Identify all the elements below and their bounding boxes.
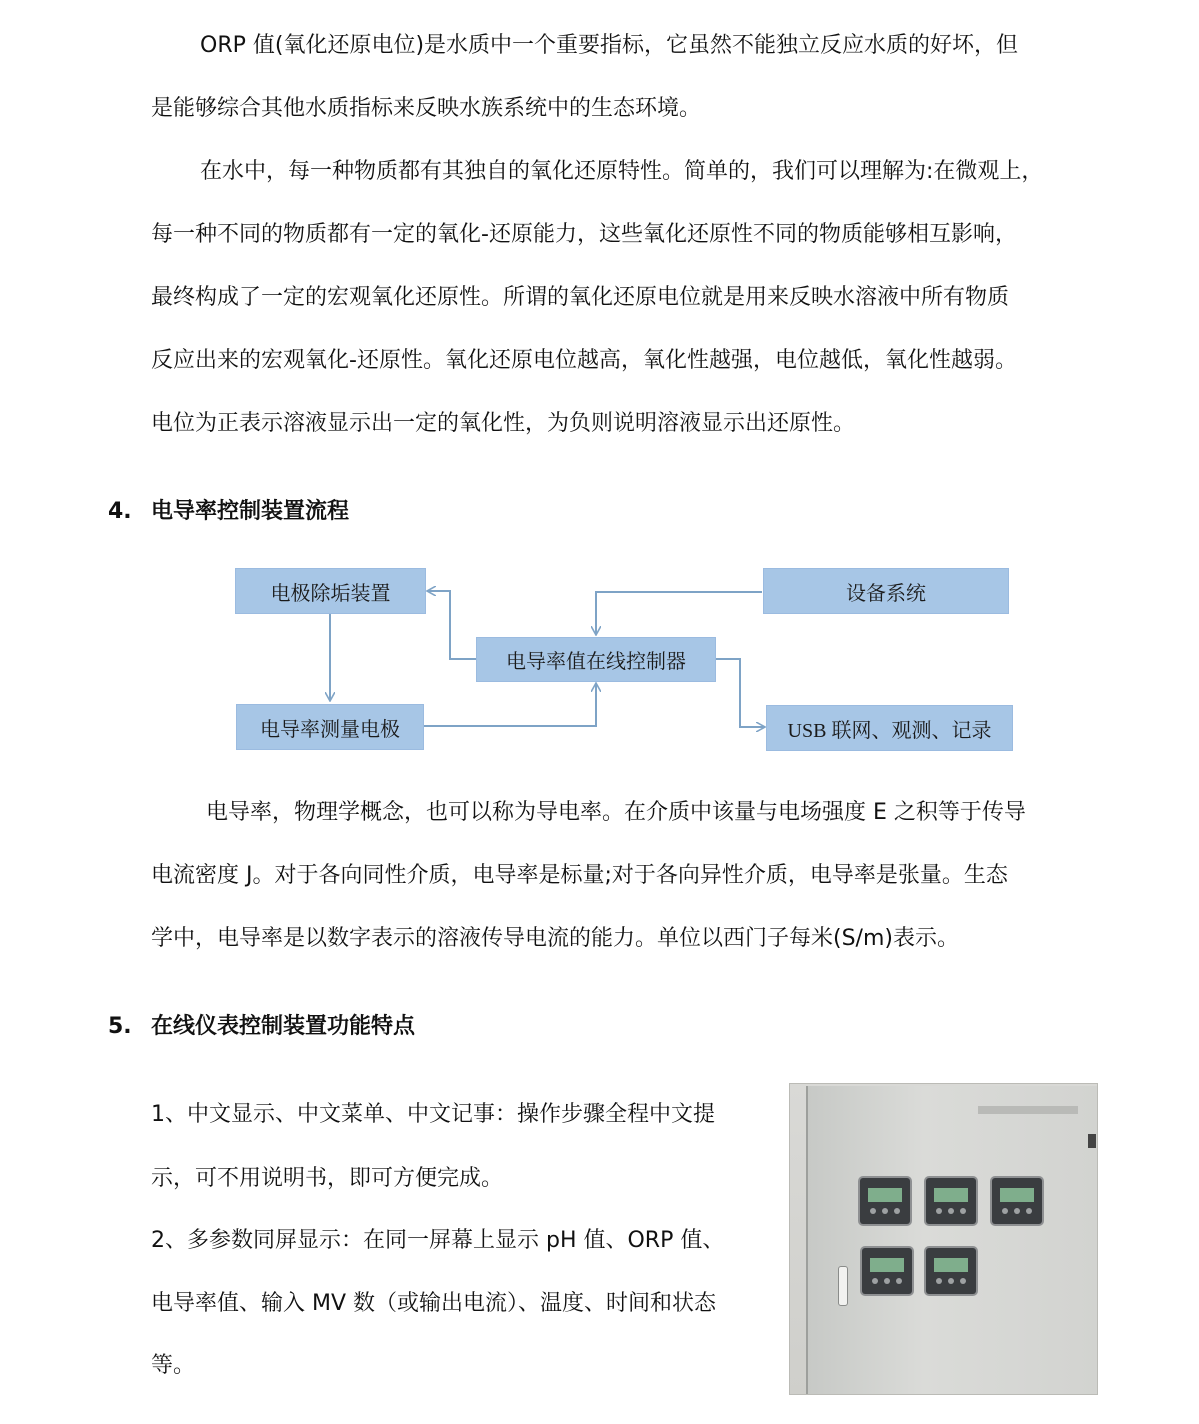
arrow-controller-to-cleaner <box>428 591 476 659</box>
orp2-line-2: 每一种不同的物质都有一定的氧化-还原能力，这些氧化还原性不同的物质能够相互影响， <box>151 222 1017 247</box>
conductivity-line-1: 电导率，物理学概念，也可以称为导电率。在介质中该量与电场强度 E 之积等于传导 <box>206 800 1026 825</box>
orp2-line-5: 电位为正表示溶液显示出一定的氧化性，为负则说明溶液显示出还原性。 <box>151 411 856 436</box>
feature-line-5: 等。 <box>151 1353 196 1378</box>
instrument-cabinet-photo <box>789 1083 1098 1395</box>
section-heading-5 <box>108 1009 415 1040</box>
meter-icon <box>992 1178 1042 1224</box>
orp2-line-4: 反应出来的宏观氧化-还原性。氧化还原电位越高，氧化性越强，电位越低，氧化性越弱。 <box>151 348 1017 373</box>
flow-box-electrode-cleaner: 电极除垢装置 <box>235 568 426 614</box>
orp2-line-1: 在水中，每一种物质都有其独自的氧化还原特性。简单的，我们可以理解为:在微观上， <box>200 159 1044 184</box>
flow-box-electrode: 电导率测量电极 <box>236 704 424 750</box>
feature-line-3: 2、多参数同屏显示：在同一屏幕上显示 pH 值、ORP 值、 <box>151 1228 725 1253</box>
conductivity-line-2: 电流密度 J。对于各向同性介质，电导率是标量;对于各向异性介质，电导率是张量。生态 <box>151 863 1008 888</box>
meter-icon <box>926 1248 976 1294</box>
section-number: 5. <box>108 1014 132 1039</box>
flow-box-controller: 电导率值在线控制器 <box>476 637 716 682</box>
flow-box-usb: USB 联网、观测、记录 <box>766 705 1013 751</box>
cabinet-handle <box>838 1266 848 1306</box>
arrow-equipment-to-controller <box>596 592 762 634</box>
orp-line-1: ORP 值(氧化还原电位)是水质中一个重要指标，它虽然不能独立反应水质的好坏，但 <box>200 33 1019 58</box>
feature-line-1: 1、中文显示、中文菜单、中文记事：操作步骤全程中文提 <box>151 1102 715 1127</box>
orp-line-2: 是能够综合其他水质指标来反映水族系统中的生态环境。 <box>151 96 702 121</box>
arrow-electrode-to-controller <box>424 684 596 726</box>
orp2-line-3: 最终构成了一定的宏观氧化还原性。所谓的氧化还原电位就是用来反映水溶液中所有物质 <box>151 285 1010 310</box>
feature-line-2: 示，可不用说明书，即可方便完成。 <box>151 1166 504 1191</box>
cabinet-latch <box>1088 1134 1096 1148</box>
meter-icon <box>926 1178 976 1224</box>
feature-line-4: 电导率值、输入 MV 数（或输出电流）、温度、时间和状态 <box>151 1291 717 1316</box>
meter-icon <box>862 1248 912 1294</box>
section-title: 在线仪表控制装置功能特点 <box>151 1014 416 1039</box>
section-title: 电导率控制装置流程 <box>151 499 350 524</box>
arrow-controller-to-usb <box>716 659 764 727</box>
meter-icon <box>860 1178 910 1224</box>
conductivity-line-3: 学中，电导率是以数字表示的溶液传导电流的能力。单位以西门子每米(S/m)表示。 <box>151 926 959 951</box>
cabinet-panel <box>806 1086 1098 1395</box>
flow-box-equipment-system: 设备系统 <box>763 568 1009 614</box>
section-number: 4. <box>108 499 132 524</box>
cabinet-label-plate <box>978 1106 1078 1114</box>
